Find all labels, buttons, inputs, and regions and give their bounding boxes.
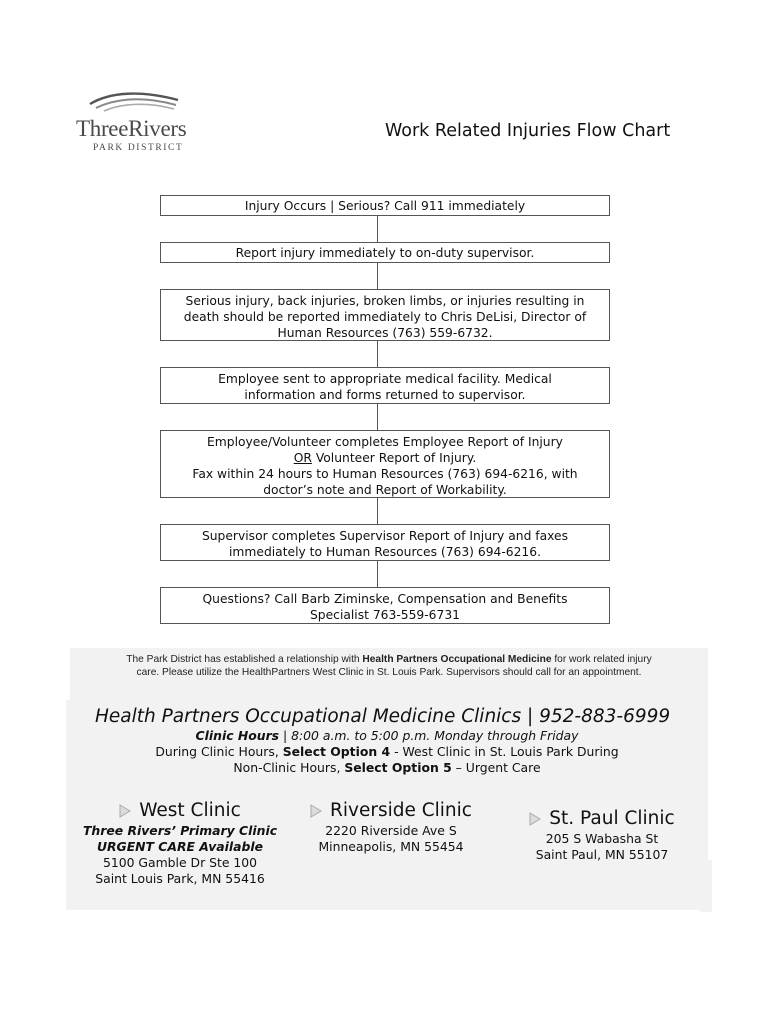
st-paul-clinic-heading <box>512 807 692 831</box>
riverside-clinic-address: 2220 Riverside Ave S <box>325 823 457 838</box>
option-5-line <box>66 760 708 775</box>
flow-step-5-line: doctor’s note and Report of Workability. <box>263 483 507 497</box>
river-waves-icon <box>88 90 180 112</box>
flow-step-6 <box>160 524 610 561</box>
health-partners-title: Health Partners Occupational Medicine Clinics | 952-883-6999 <box>95 706 671 727</box>
clinic-hours-label: Clinic Hours <box>195 728 280 743</box>
flow-connector <box>377 263 378 289</box>
west-clinic-urgent: URGENT CARE Available <box>96 839 264 854</box>
st-paul-clinic-city: Saint Paul, MN 55107 <box>535 847 669 862</box>
flow-connector <box>377 561 378 587</box>
west-clinic-tag: Three Rivers’ Primary Clinic <box>82 823 278 838</box>
option-text: - West Clinic in St. Louis Park During <box>390 744 619 759</box>
option-5-bold: Select Option 5 <box>344 760 452 775</box>
flow-step-5-line: Fax within 24 hours to Human Resources (763) 694-6216, with <box>192 467 578 481</box>
flow-step-7 <box>160 587 610 624</box>
option-text: – Urgent Care <box>451 760 541 775</box>
note-bold: Health Partners Occupational Medicine <box>362 654 552 665</box>
note-line <box>80 653 698 666</box>
flow-step-3 <box>160 289 610 341</box>
flow-step-6-line: immediately to Human Resources (763) 694-6216. <box>229 545 541 559</box>
riverside-clinic <box>296 799 486 855</box>
flow-step-2-text: Report injury immediately to on-duty supervisor. <box>235 246 535 260</box>
st-paul-clinic <box>512 807 692 863</box>
flow-connector <box>377 498 378 524</box>
note-line: care. Please utilize the HealthPartners West Clinic in St. Louis Park. Supervisors should call for an appointment. <box>136 667 642 678</box>
flow-step-4-line: Employee sent to appropriate medical facility. Medical <box>218 372 552 386</box>
riverside-clinic-heading <box>296 799 486 823</box>
option-4-line <box>66 744 708 759</box>
flow-step-1 <box>160 195 610 216</box>
partnership-note <box>70 648 708 700</box>
triangle-bullet-icon <box>310 804 322 818</box>
or-underlined: OR <box>293 451 312 465</box>
clinic-hours <box>66 728 708 743</box>
west-clinic-name: West Clinic <box>139 800 241 821</box>
west-clinic-address: 5100 Gamble Dr Ste 100 <box>102 855 258 870</box>
flow-connector <box>377 216 378 242</box>
flow-step-1-text: Injury Occurs | Serious? Call 911 immediately <box>244 199 526 213</box>
clinic-hours-value: | 8:00 a.m. to 5:00 p.m. Monday through Friday <box>279 728 579 743</box>
flow-step-5-text: Volunteer Report of Injury. <box>311 451 477 465</box>
riverside-clinic-city: Minneapolis, MN 55454 <box>318 839 464 854</box>
flow-step-3-line: death should be reported immediately to Chris DeLisi, Director of <box>183 310 587 324</box>
logo-subtitle: PARK DISTRICT <box>93 143 184 153</box>
flow-step-5-line: Employee/Volunteer completes Employee Report of Injury <box>207 435 563 449</box>
flow-step-7-line: Questions? Call Barb Ziminske, Compensation and Benefits <box>202 592 568 606</box>
flow-step-4 <box>160 367 610 404</box>
triangle-bullet-icon <box>119 804 131 818</box>
page-title: Work Related Injuries Flow Chart <box>385 121 671 141</box>
logo-name: ThreeRivers <box>76 116 187 141</box>
option-text: During Clinic Hours, <box>155 744 283 759</box>
riverside-clinic-name: Riverside Clinic <box>330 800 472 821</box>
flow-step-4-line: information and forms returned to supervisor. <box>244 388 526 402</box>
flow-step-5-line <box>161 450 609 466</box>
west-clinic-heading <box>74 799 286 823</box>
logo <box>72 90 212 160</box>
flow-step-7-line: Specialist 763-559-6731 <box>310 608 460 622</box>
flow-step-2 <box>160 242 610 263</box>
note-text: for work related injury <box>551 654 652 665</box>
flow-step-3-line: Human Resources (763) 559-6732. <box>277 326 493 340</box>
flow-step-5 <box>160 430 610 498</box>
st-paul-clinic-name: St. Paul Clinic <box>549 808 675 829</box>
flow-step-6-line: Supervisor completes Supervisor Report of Injury and faxes <box>201 529 569 543</box>
flow-step-3-line: Serious injury, back injuries, broken limbs, or injuries resulting in <box>185 294 585 308</box>
triangle-bullet-icon <box>529 812 541 826</box>
west-clinic-city: Saint Louis Park, MN 55416 <box>95 871 265 886</box>
st-paul-clinic-address: 205 S Wabasha St <box>545 831 659 846</box>
clinic-panel-edge <box>700 860 712 912</box>
west-clinic <box>74 799 286 887</box>
option-4-bold: Select Option 4 <box>282 744 391 759</box>
flow-connector <box>377 404 378 430</box>
note-text: The Park District has established a relationship with <box>126 654 363 665</box>
flow-connector <box>377 341 378 367</box>
option-text: Non-Clinic Hours, <box>233 760 345 775</box>
